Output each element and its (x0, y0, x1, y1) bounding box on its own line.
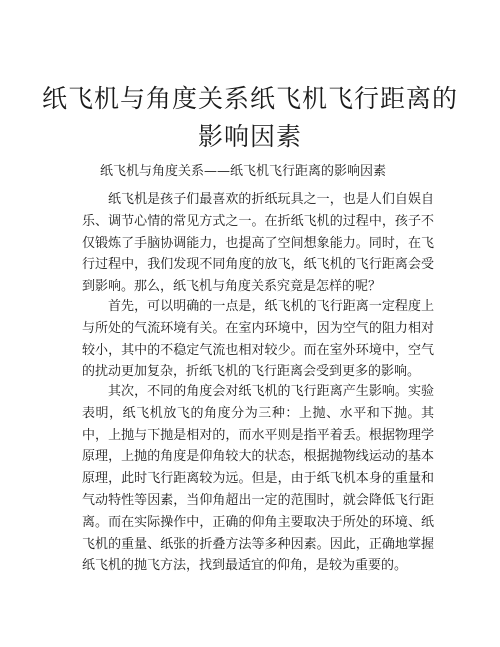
paragraph-intro: 纸飞机是孩子们最喜欢的折纸玩具之一，也是人们自娱自乐、调节心情的常见方式之一。在折纸飞机的过程中，孩子不仅锻炼了手脑协调能力，也提高了空间想象能力。同时，在飞行过程中，我们发现不同角度的放飞，纸飞机的飞行距离会受到影响。那么，纸飞机与角度关系究竟是怎样的呢？ (82, 192, 434, 295)
paragraph-angle: 其次，不同的角度会对纸飞机的飞行距离产生影响。实验表明，纸飞机放飞的角度分为三种：上抛、水平和下抛。其中，上抛与下抛是相对的，而水平则是指平着丢。根据物理学原理，上抛的角度是仰角较大的状态，根据抛物线运动的基本原理，此时飞行距离较为远。但是，由于纸飞机本身的重量和气动特性等因素，当仰角超出一定的范围时，就会降低飞行距离。而在实际操作中，正确的仰角主要取决于所处的环境、纸飞机的重量、纸张的折叠方法等多种因素。因此，正确地掌握纸飞机的抛飞方法，找到最适宜的仰角，是较为重要的。 (82, 384, 434, 574)
document-subtitle: 纸飞机与角度关系——纸飞机飞行距离的影响因素 (100, 164, 387, 179)
document-title: 纸飞机与角度关系纸飞机飞行距离的影响因素 (41, 84, 458, 151)
paragraph-airflow: 首先，可以明确的一点是，纸飞机的飞行距离一定程度上与所处的气流环境有关。在室内环境中，因为空气的阻力相对较小，其中的不稳定气流也相对较少。而在室外环境中，空气的扰动更加复杂，折纸飞机的飞行距离会受到更多的影响。 (82, 299, 434, 380)
